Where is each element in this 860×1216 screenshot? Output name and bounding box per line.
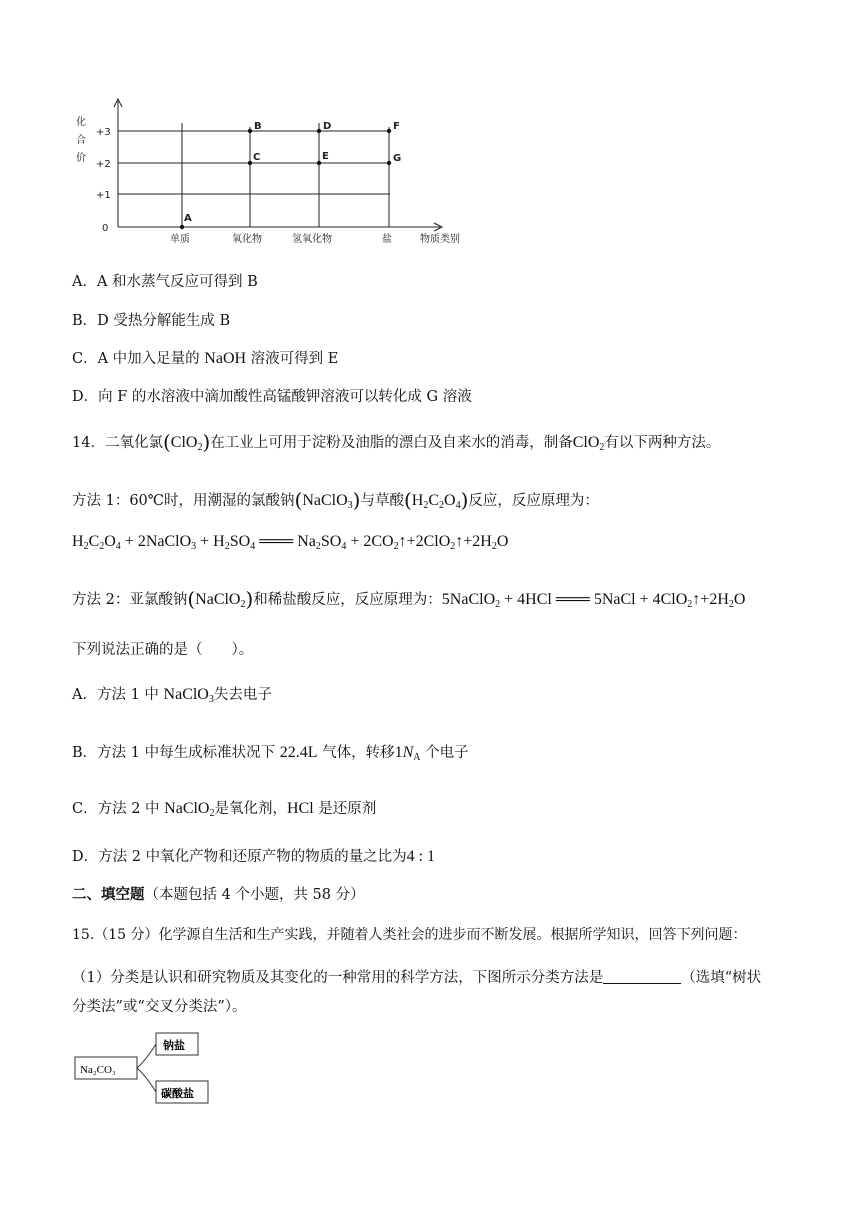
q14-option-d: D．方法 2 中氧化产物和还原产物的物质的量之比为4 : 1 [72,848,436,865]
q14-m2-naclo2: NaClO$_2$ [195,591,246,610]
section-2-heading [72,883,365,904]
point-a [180,225,184,229]
q15-part1-line2: 分类法”或“交叉分类法”）。 [72,999,247,1015]
box-sodium-salt: 钠盐 [163,1039,185,1052]
point-label-d: D [323,121,332,132]
section-2-note: （本题包括 4 个小题，共 58 分） [144,887,365,903]
q14-option-a: A．方法 1 中 NaClO$_3$失去电子 [72,686,272,705]
q13-option-a: A．A 和水蒸气反应可得到 B [72,274,258,290]
q15-stem: 15.（15 分）化学源自生活和生产实践，并随着人类社会的进步而不断发展。根据所学知识，回答下列问题： [72,927,747,943]
y-label-char-2: 合 [76,135,86,146]
q13-option-b: B．D 受热分解能生成 B [72,313,231,329]
y-tick-0: 0 [102,223,109,234]
point-label-a: A [184,213,192,224]
q13-option-d: D．向 F 的水溶液中滴加酸性高锰酸钾溶液可以转化成 G 溶液 [72,389,472,405]
q14-m1-post: 反应，反应原理为： [468,493,599,509]
q13-option-c [72,347,338,368]
q15-part1: （1）分类是认识和研究物质及其变化的一种常用的科学方法，下图所示分类方法是 （选填“树状 [72,970,762,986]
q14-method2: 方法 2：亚氯酸钠(NaClO$_2$)和稀盐酸反应，反应原理为：5NaClO$_2$ + 4HCl ═══ 5NaCl + $4ClO_2↑+2H_2O$ [72,587,746,611]
point-c [248,161,252,165]
q14-m1-mid: 与草酸 [360,493,404,509]
q14-equation-2: 5NaClO$_2$ + 4HCl ═══ 5NaCl + $4ClO_2↑+2H_2O$ [441,591,746,610]
x-cat-oxide: 氧化物 [232,234,262,245]
point-label-b: B [254,121,262,132]
q15-answer-blank[interactable] [603,969,681,984]
q13-c-pre: C．A 中加入足量的 [72,351,205,367]
y-label-char-1: 化 [76,117,86,128]
q14-stem-clo2: ClO$_2$ [170,434,203,453]
q14-stem-1: 14．二氧化氯 [72,435,163,451]
point-b [248,129,252,133]
y-tick-2: +2 [96,159,111,170]
q14-option-b: B．方法 1 中每生成标准状况下 22.4L 气体，转移$1N_A$ 个电子 [72,744,469,763]
classification-diagram [72,1030,222,1108]
y-tick-1: +1 [96,190,111,201]
point-label-c: C [253,152,261,163]
q14-m1-pre: 方法 1：60℃时，用潮湿的氯酸钠 [72,493,295,509]
x-cat-hydroxide: 氢氧化物 [292,234,332,245]
q14-m2-pre: 方法 2：亚氯酸钠 [72,592,188,608]
q14-m1-naclo3: NaClO$_3$ [302,492,353,511]
box-carbonate: 碳酸盐 [161,1087,194,1100]
q14-ask: 下列说法正确的是（ ）。 [72,642,254,658]
y-label-char-3: 价 [76,153,86,164]
q14-stem-clo2-b: ClO$_2$ [572,434,605,453]
x-cat-salt: 盐 [382,234,392,245]
q13-c-post: 溶液可得到 E [246,351,339,367]
y-tick-3: +3 [96,127,111,138]
q14-stem-3: 有以下两种方法。 [604,435,721,451]
q14-m2-mid: 和稀盐酸反应，反应原理为： [253,592,442,608]
point-e [317,161,321,165]
box-na2co3: Na₂CO₃ [80,1064,116,1076]
q14-option-c: C．方法 2 中 NaClO$_2$是氧化剂，HCl 是还原剂 [72,800,377,819]
point-label-g: G [393,153,402,164]
q13-c-naoh: NaOH [204,350,247,367]
x-cat-element: 单质 [170,234,190,245]
q14-equation-1: $H_2C_2O_4$ + 2NaClO$_3$ + $H_2SO_4$ ═══ $Na_2SO_4$ + $2CO_2↑+2ClO_2↑+2H_2O$ [72,533,509,552]
q14-method1: 方法 1：60℃时，用潮湿的氯酸钠(NaClO$_3$)与草酸$(H_2C_2O_4)$反应，反应原理为： [72,488,599,512]
point-g [387,161,391,165]
point-d [317,129,321,133]
point-f [387,129,391,133]
x-axis-label: 物质类别 [420,234,460,245]
q14-m1-h2c2o4: $H_2C_2O_4$ [411,492,461,511]
section-2-title: 二、填空题 [72,886,145,903]
q14-stem-2: 在工业上可用于淀粉及油脂的漂白及自来水的消毒，制备 [210,435,573,451]
point-label-f: F [393,121,400,132]
q14-stem: 14．二氧化氯(ClO$_2$)在工业上可用于淀粉及油脂的漂白及自来水的消毒，制备ClO$_2$有以下两种方法。 [72,430,721,454]
valence-chart [70,95,490,255]
point-label-e: E [322,151,329,162]
